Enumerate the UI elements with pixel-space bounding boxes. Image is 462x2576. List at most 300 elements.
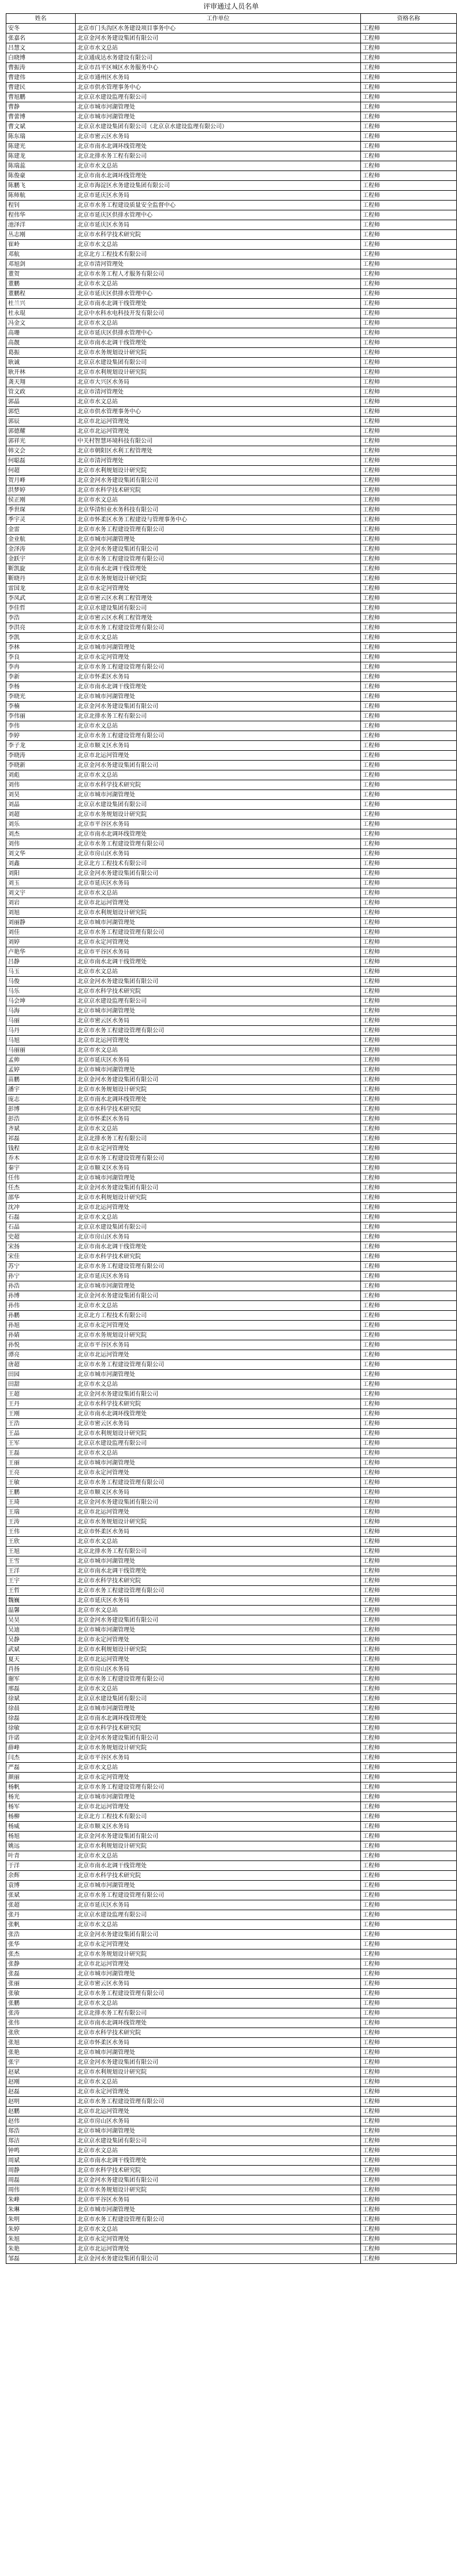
cell-qualification: 工程师: [361, 1439, 457, 1448]
cell-work-unit: 北京市南水北调干线管理处: [76, 1242, 361, 1252]
cell-work-unit: 北京市清河管理处: [76, 387, 361, 397]
table-row: [6, 1173, 457, 1183]
cell-qualification: 工程师: [361, 358, 457, 368]
cell-name: 郭祥光: [6, 436, 76, 446]
cell-name: 吴迪: [6, 1625, 76, 1635]
cell-work-unit: 北京市北运河管理处: [76, 1203, 361, 1213]
cell-name: 贺月峰: [6, 476, 76, 485]
cell-work-unit: 北京市北运河管理处: [76, 417, 361, 427]
cell-work-unit: 北京市水务工程建设管理有限公司: [76, 623, 361, 633]
cell-work-unit: 北京市城市河湖管理处: [76, 918, 361, 928]
cell-work-unit: 北京市南水北调干线管理处: [76, 564, 361, 574]
cell-work-unit: 北京市北运河管理处: [76, 1036, 361, 1046]
table-row: [6, 790, 457, 800]
cell-qualification: 工程师: [361, 839, 457, 849]
cell-work-unit: 北京市水文总站: [76, 1684, 361, 1694]
table-row: [6, 1498, 457, 1507]
cell-work-unit: 北京市水科学技术研究院: [76, 230, 361, 240]
cell-work-unit: 北京市永定河管理处: [76, 653, 361, 662]
cell-name: 孙鹏: [6, 1311, 76, 1321]
table-row: [6, 810, 457, 820]
table-row: [6, 741, 457, 751]
table-row: [6, 1409, 457, 1419]
cell-name: 陈建光: [6, 142, 76, 151]
cell-work-unit: 北京市水科学技术研究院: [76, 485, 361, 495]
table-row: [6, 928, 457, 937]
cell-name: 魏巍: [6, 1596, 76, 1606]
cell-qualification: 工程师: [361, 191, 457, 201]
table-row: [6, 1979, 457, 1989]
table-row: [6, 859, 457, 869]
cell-work-unit: 北京市南水北调干线管理处: [76, 299, 361, 309]
cell-name: 李晓涛: [6, 751, 76, 761]
cell-qualification: 工程师: [361, 564, 457, 574]
table-row: [6, 1665, 457, 1674]
cell-work-unit: 北京市水文总站: [76, 721, 361, 731]
cell-qualification: 工程师: [361, 43, 457, 53]
cell-name: 吕静: [6, 957, 76, 967]
cell-qualification: 工程师: [361, 210, 457, 220]
cell-work-unit: 北京市水文总站: [76, 1537, 361, 1547]
cell-qualification: 工程师: [361, 112, 457, 122]
table-row: [6, 967, 457, 977]
cell-work-unit: 北京市水务工程建设管理有限公司: [76, 1674, 361, 1684]
cell-qualification: 工程师: [361, 1016, 457, 1026]
table-row: [6, 1301, 457, 1311]
cell-qualification: 工程师: [361, 1576, 457, 1586]
table-row: [6, 849, 457, 859]
cell-qualification: 工程师: [361, 92, 457, 102]
cell-work-unit: 北京市水利规划设计研究院: [76, 466, 361, 476]
table-row: [6, 1900, 457, 1910]
table-row: [6, 1723, 457, 1733]
cell-qualification: 工程师: [361, 436, 457, 446]
table-row: [6, 142, 457, 151]
cell-name: 沈冲: [6, 1203, 76, 1213]
cell-work-unit: 北京金河水务建设集团有限公司: [76, 1930, 361, 1940]
cell-qualification: 工程师: [361, 977, 457, 987]
cell-name: 王磊: [6, 1448, 76, 1458]
table-row: [6, 554, 457, 564]
table-row: [6, 2175, 457, 2185]
cell-qualification: 工程师: [361, 377, 457, 387]
table-row: [6, 328, 457, 338]
cell-work-unit: 北京市北运河管理处: [76, 1350, 361, 1360]
table-row: [6, 2028, 457, 2038]
cell-work-unit: 北京市水务规划设计研究院: [76, 1949, 361, 1959]
cell-qualification: 工程师: [361, 2215, 457, 2225]
table-row: [6, 1242, 457, 1252]
cell-name: 刘伟: [6, 780, 76, 790]
cell-qualification: 工程师: [361, 2234, 457, 2244]
cell-qualification: 工程师: [361, 1753, 457, 1763]
table-row: [6, 1910, 457, 1920]
cell-work-unit: 北京市水利规划设计研究院: [76, 368, 361, 377]
cell-qualification: 工程师: [361, 53, 457, 63]
cell-name: 彭博: [6, 1104, 76, 1114]
cell-qualification: 工程师: [361, 24, 457, 34]
cell-qualification: 工程师: [361, 1979, 457, 1989]
table-row: [6, 1458, 457, 1468]
table-row: [6, 692, 457, 702]
table-row: [6, 594, 457, 603]
cell-qualification: 工程师: [361, 2225, 457, 2234]
table-row: [6, 1468, 457, 1478]
table-row: [6, 2156, 457, 2166]
cell-qualification: 工程师: [361, 1625, 457, 1635]
cell-name: 李婷: [6, 731, 76, 741]
cell-work-unit: 北京金河水务建设集团有限公司: [76, 476, 361, 485]
cell-name: 徐磊: [6, 1714, 76, 1723]
cell-qualification: 工程师: [361, 1841, 457, 1851]
cell-qualification: 工程师: [361, 820, 457, 829]
cell-name: 李新: [6, 672, 76, 682]
cell-work-unit: 北京市南水北调环线管理处: [76, 1095, 361, 1104]
table-row: [6, 1183, 457, 1193]
cell-name: 邓航: [6, 250, 76, 260]
cell-qualification: 工程师: [361, 230, 457, 240]
cell-name: 陈师航: [6, 191, 76, 201]
cell-name: 侯正刚: [6, 495, 76, 505]
cell-qualification: 工程师: [361, 761, 457, 770]
cell-work-unit: 北京市水务规划设计研究院: [76, 1517, 361, 1527]
cell-work-unit: 北京市水科学技术研究院: [76, 1104, 361, 1114]
cell-name: 武斌: [6, 1645, 76, 1655]
cell-name: 王鹏: [6, 1488, 76, 1498]
table-row: [6, 1753, 457, 1763]
cell-name: 刘婷: [6, 937, 76, 947]
cell-name: 王瑞: [6, 1507, 76, 1517]
cell-work-unit: 北京市水文总站: [76, 1124, 361, 1134]
cell-qualification: 工程师: [361, 692, 457, 702]
cell-qualification: 工程师: [361, 2067, 457, 2077]
cell-qualification: 工程师: [361, 711, 457, 721]
cell-name: 何聪磊: [6, 456, 76, 466]
cell-work-unit: 北京金河水务建设集团有限公司: [76, 1733, 361, 1743]
cell-qualification: 工程师: [361, 2018, 457, 2028]
cell-qualification: 工程师: [361, 279, 457, 289]
cell-qualification: 工程师: [361, 63, 457, 73]
cell-work-unit: 北京市永定河管理处: [76, 937, 361, 947]
cell-name: 刘昊: [6, 790, 76, 800]
cell-qualification: 工程师: [361, 1665, 457, 1674]
cell-qualification: 工程师: [361, 584, 457, 594]
cell-name: 苗鹏: [6, 1075, 76, 1085]
cell-work-unit: 北京市水科学技术研究院: [76, 2028, 361, 2038]
table-row: [6, 515, 457, 525]
cell-name: 宋扬: [6, 1242, 76, 1252]
cell-name: 王伟: [6, 1527, 76, 1537]
cell-work-unit: 北京市城市河湖管理处: [76, 535, 361, 544]
cell-name: 李伟丽: [6, 711, 76, 721]
table-row: [6, 682, 457, 692]
cell-qualification: 工程师: [361, 1311, 457, 1321]
cell-name: 田甜: [6, 1380, 76, 1389]
cell-qualification: 工程师: [361, 476, 457, 485]
cell-qualification: 工程师: [361, 1448, 457, 1458]
cell-qualification: 工程师: [361, 1802, 457, 1812]
cell-work-unit: 北京市北运河管理处: [76, 1655, 361, 1665]
cell-qualification: 工程师: [361, 1891, 457, 1900]
cell-name: 夏天: [6, 1655, 76, 1665]
cell-qualification: 工程师: [361, 2058, 457, 2067]
table-row: [6, 1380, 457, 1389]
cell-qualification: 工程师: [361, 947, 457, 957]
cell-work-unit: 北京市延庆区供排水管理中心: [76, 328, 361, 338]
cell-work-unit: 北京京水建设集团有限公司: [76, 358, 361, 368]
cell-work-unit: 北京市永定河管理处: [76, 1773, 361, 1782]
table-row: [6, 1429, 457, 1439]
cell-name: 卢艳华: [6, 947, 76, 957]
cell-name: 唐超: [6, 1360, 76, 1370]
cell-name: 张丽: [6, 1979, 76, 1989]
cell-name: 雷国龙: [6, 584, 76, 594]
table-row: [6, 1812, 457, 1822]
cell-qualification: 工程师: [361, 1989, 457, 1999]
cell-work-unit: 北京京水建设监理有限公司: [76, 1439, 361, 1448]
cell-work-unit: 北京市水务规划设计研究院: [76, 1085, 361, 1095]
cell-name: 刘丽静: [6, 918, 76, 928]
cell-qualification: 工程师: [361, 603, 457, 613]
cell-qualification: 工程师: [361, 73, 457, 83]
cell-work-unit: 北京市水务工程建设管理有限公司: [76, 1478, 361, 1488]
cell-qualification: 工程师: [361, 918, 457, 928]
cell-work-unit: 北京市平谷区水务局: [76, 820, 361, 829]
cell-qualification: 工程师: [361, 1321, 457, 1330]
table-row: [6, 73, 457, 83]
cell-name: 郑浩: [6, 2126, 76, 2136]
table-row: [6, 1095, 457, 1104]
cell-qualification: 工程师: [361, 908, 457, 918]
cell-name: 张浩: [6, 1930, 76, 1940]
cell-name: 周伟: [6, 2185, 76, 2195]
cell-qualification: 工程师: [361, 505, 457, 515]
cell-name: 孙宁: [6, 1272, 76, 1281]
cell-qualification: 工程师: [361, 1723, 457, 1733]
cell-qualification: 工程师: [361, 34, 457, 43]
cell-name: 潘宇: [6, 1085, 76, 1095]
table-row: [6, 2254, 457, 2264]
cell-qualification: 工程师: [361, 1615, 457, 1625]
cell-name: 刘文宇: [6, 888, 76, 898]
cell-name: 张鹏: [6, 1999, 76, 2008]
cell-name: 刘阳: [6, 869, 76, 879]
roster-table-body: [6, 24, 457, 2264]
table-row: [6, 1006, 457, 1016]
cell-work-unit: 北京市平谷区水务局: [76, 1753, 361, 1763]
cell-work-unit: 北京市永定河管理处: [76, 2087, 361, 2097]
cell-work-unit: 北京市水务规划设计研究院: [76, 1743, 361, 1753]
cell-name: 王军: [6, 1439, 76, 1448]
cell-name: 薛峰: [6, 1743, 76, 1753]
cell-qualification: 工程师: [361, 1124, 457, 1134]
cell-qualification: 工程师: [361, 1252, 457, 1262]
table-row: [6, 309, 457, 318]
cell-qualification: 工程师: [361, 2244, 457, 2254]
cell-qualification: 工程师: [361, 1930, 457, 1940]
table-row: [6, 1674, 457, 1684]
cell-qualification: 工程师: [361, 171, 457, 181]
cell-work-unit: 北京市水科学技术研究院: [76, 1252, 361, 1262]
table-row: [6, 1871, 457, 1881]
cell-name: 刘鑫: [6, 859, 76, 869]
cell-work-unit: 北京北方工程技术有限公司: [76, 1812, 361, 1822]
cell-name: 陈东瑞: [6, 132, 76, 142]
table-row: [6, 535, 457, 544]
cell-name: 朱琳: [6, 2205, 76, 2215]
table-row: [6, 2067, 457, 2077]
cell-name: 赵磊: [6, 2087, 76, 2097]
cell-work-unit: 北京市水科学技术研究院: [76, 1723, 361, 1733]
cell-name: 耿开林: [6, 368, 76, 377]
table-row: [6, 1930, 457, 1940]
cell-qualification: 工程师: [361, 1999, 457, 2008]
cell-qualification: 工程师: [361, 181, 457, 191]
cell-work-unit: 北京北排水务工程有限公司: [76, 1547, 361, 1556]
cell-work-unit: 北京市城市河湖管理处: [76, 1792, 361, 1802]
table-row: [6, 210, 457, 220]
cell-work-unit: 北京市北运河管理处: [76, 1802, 361, 1812]
table-row: [6, 947, 457, 957]
cell-name: 谢军: [6, 1674, 76, 1684]
cell-work-unit: 北京京水建设集团有限公司: [76, 800, 361, 810]
table-row: [6, 977, 457, 987]
table-row: [6, 279, 457, 289]
cell-qualification: 工程师: [361, 1714, 457, 1723]
cell-qualification: 工程师: [361, 987, 457, 996]
cell-work-unit: 北京中水科水电科技开发有限公司: [76, 309, 361, 318]
cell-work-unit: 北京市水文总站: [76, 1606, 361, 1615]
cell-name: 齐斌: [6, 1124, 76, 1134]
cell-name: 张超: [6, 1900, 76, 1910]
cell-work-unit: 北京市北运河管理处: [76, 2107, 361, 2117]
table-row: [6, 702, 457, 711]
table-row: [6, 1940, 457, 1949]
cell-qualification: 工程师: [361, 731, 457, 741]
cell-qualification: 工程师: [361, 721, 457, 731]
cell-name: 董鹏程: [6, 289, 76, 299]
cell-name: 杜永琨: [6, 309, 76, 318]
cell-work-unit: 北京市水文总站: [76, 1380, 361, 1389]
cell-name: 刘杰: [6, 829, 76, 839]
cell-qualification: 工程师: [361, 1881, 457, 1891]
cell-work-unit: 北京市水务工程建设管理有限公司: [76, 1782, 361, 1792]
table-row: [6, 289, 457, 299]
cell-qualification: 工程师: [361, 1154, 457, 1163]
cell-work-unit: 北京市永定河管理处: [76, 1144, 361, 1154]
cell-work-unit: 北京市水文总站: [76, 770, 361, 780]
cell-work-unit: 北京市水文总站: [76, 1046, 361, 1055]
cell-work-unit: 北京市城市河湖管理处: [76, 692, 361, 702]
cell-qualification: 工程师: [361, 201, 457, 210]
cell-work-unit: 北京市水务规划设计研究院: [76, 574, 361, 584]
cell-qualification: 工程师: [361, 2195, 457, 2205]
cell-qualification: 工程师: [361, 1085, 457, 1095]
table-row: [6, 250, 457, 260]
cell-work-unit: 北京市北运河管理处: [76, 751, 361, 761]
table-row: [6, 1920, 457, 1930]
cell-qualification: 工程师: [361, 1409, 457, 1419]
cell-work-unit: 北京市南水北调环线管理处: [76, 142, 361, 151]
table-row: [6, 1615, 457, 1625]
table-row: [6, 269, 457, 279]
table-row: [6, 731, 457, 741]
cell-qualification: 工程师: [361, 2254, 457, 2264]
cell-work-unit: 北京市城市河湖管理处: [76, 1556, 361, 1566]
cell-qualification: 工程师: [361, 790, 457, 800]
table-row: [6, 1154, 457, 1163]
cell-name: 任伟: [6, 1173, 76, 1183]
cell-work-unit: 北京市怀柔区水务局: [76, 672, 361, 682]
table-row: [6, 1704, 457, 1714]
cell-qualification: 工程师: [361, 1822, 457, 1832]
table-row: [6, 1350, 457, 1360]
cell-qualification: 工程师: [361, 260, 457, 269]
cell-qualification: 工程师: [361, 770, 457, 780]
table-row: [6, 368, 457, 377]
table-row: [6, 1547, 457, 1556]
cell-qualification: 工程师: [361, 485, 457, 495]
cell-name: 闫杰: [6, 1753, 76, 1763]
cell-work-unit: 北京市平谷区水务局: [76, 1340, 361, 1350]
table-row: [6, 1222, 457, 1232]
cell-work-unit: 北京市南水北调干线管理处: [76, 1566, 361, 1576]
cell-name: 杜兰兴: [6, 299, 76, 309]
cell-work-unit: 北京市水利规划设计研究院: [76, 1841, 361, 1851]
table-row: [6, 1232, 457, 1242]
table-row: [6, 1596, 457, 1606]
cell-work-unit: 北京市北运河管理处: [76, 898, 361, 908]
cell-qualification: 工程师: [361, 1871, 457, 1881]
cell-name: 管文政: [6, 387, 76, 397]
cell-name: 李洪亮: [6, 623, 76, 633]
table-row: [6, 92, 457, 102]
cell-qualification: 工程师: [361, 1851, 457, 1861]
cell-work-unit: 北京市水务工程建设管理有限公司: [76, 662, 361, 672]
cell-work-unit: 北京京水建设监理有限公司: [76, 92, 361, 102]
cell-name: 马俊: [6, 977, 76, 987]
cell-qualification: 工程师: [361, 1429, 457, 1439]
table-row: [6, 839, 457, 849]
cell-work-unit: 北京金河水务建设集团有限公司: [76, 761, 361, 770]
table-row: [6, 1822, 457, 1832]
cell-name: 孟婷: [6, 1065, 76, 1075]
table-row: [6, 112, 457, 122]
cell-work-unit: 北京市城市河湖管理处: [76, 1006, 361, 1016]
table-row: [6, 132, 457, 142]
cell-qualification: 工程师: [361, 957, 457, 967]
table-row: [6, 2205, 457, 2215]
table-row: [6, 662, 457, 672]
cell-name: 叶青: [6, 1851, 76, 1861]
cell-work-unit: 北京市水文总站: [76, 1999, 361, 2008]
table-row: [6, 397, 457, 407]
table-row: [6, 2185, 457, 2195]
cell-name: 石磊: [6, 1213, 76, 1222]
table-row: [6, 34, 457, 43]
cell-work-unit: 北京市密云区水务局: [76, 1419, 361, 1429]
cell-qualification: 工程师: [361, 1586, 457, 1596]
cell-work-unit: 北京市延庆区水务局: [76, 1900, 361, 1910]
table-row: [6, 1792, 457, 1802]
table-row: [6, 721, 457, 731]
cell-name: 朱婷: [6, 2225, 76, 2234]
table-row: [6, 1252, 457, 1262]
table-row: [6, 2097, 457, 2107]
cell-qualification: 工程师: [361, 407, 457, 417]
table-row: [6, 1272, 457, 1281]
cell-qualification: 工程师: [361, 1242, 457, 1252]
